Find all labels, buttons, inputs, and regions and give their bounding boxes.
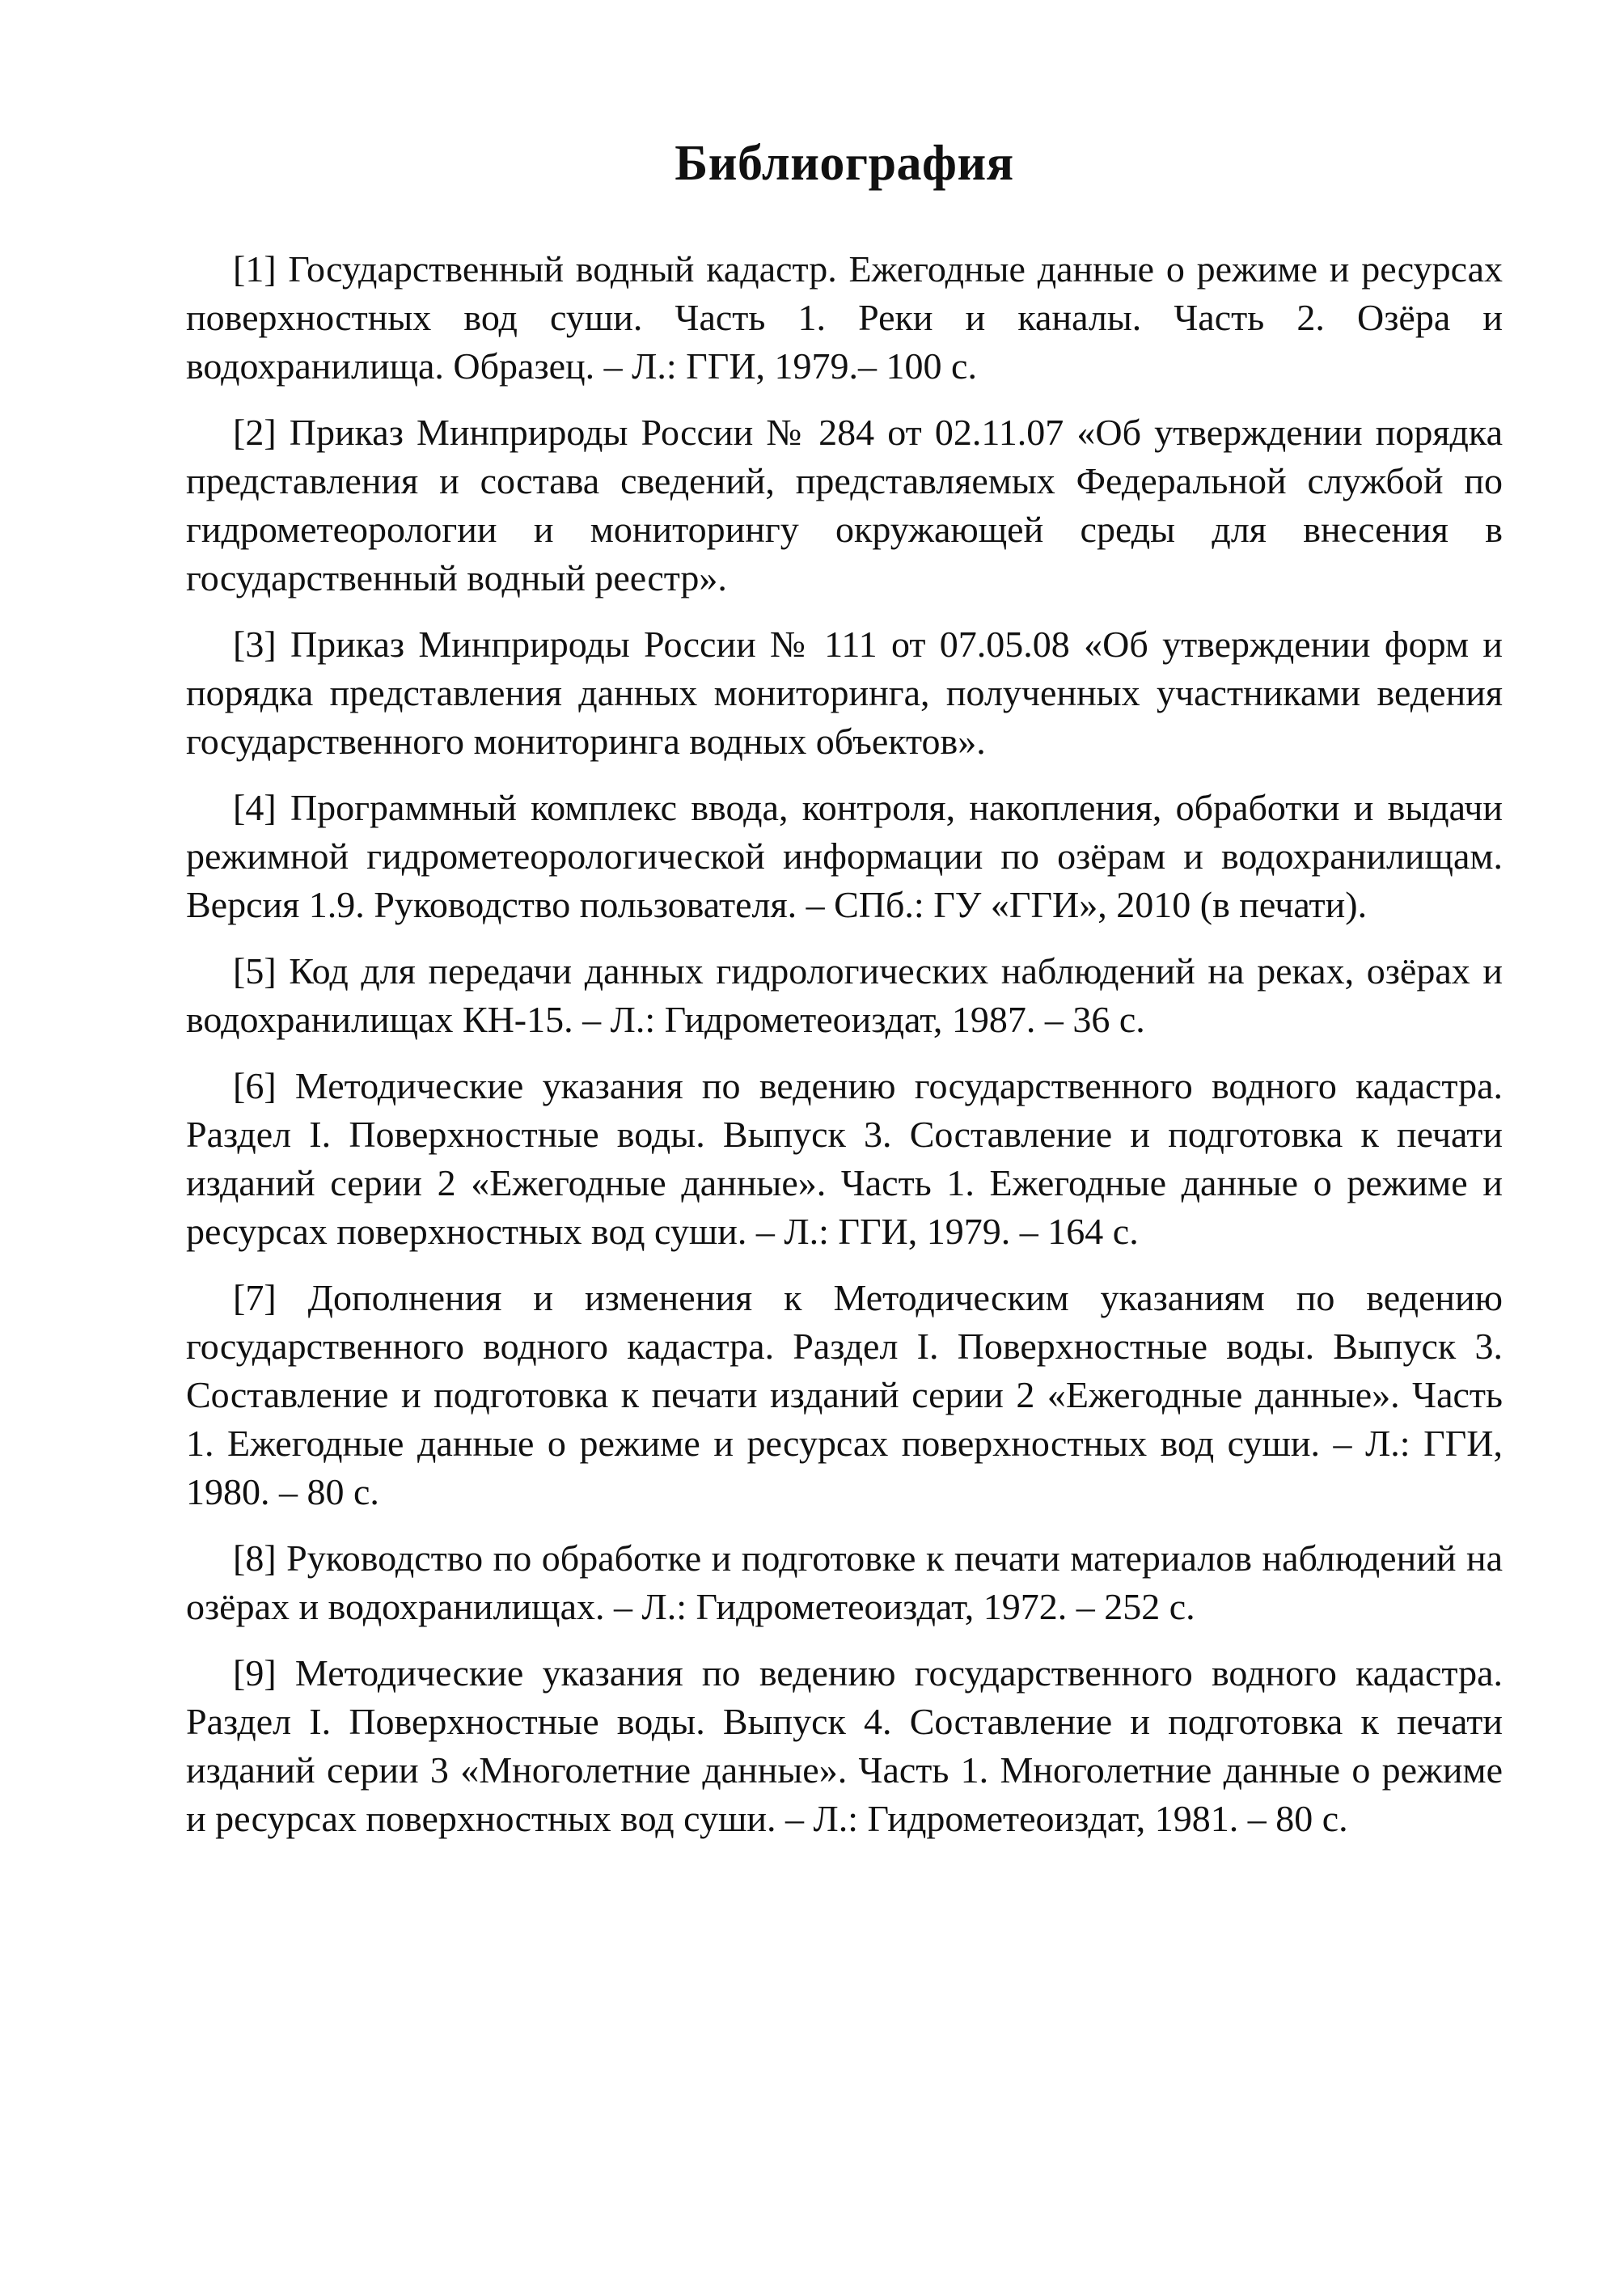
bibliography-entry-9: [9] Методические указания по ведению государственного водного кадастра. Раздел I. Поверхностные воды. Выпуск 4. Составление и подготовка к печати изданий серии 3 «Многолетние данные». Часть 1. Многолетние данные о режиме и ресурсах поверхностных вод суши. – Л.: Гидрометеоиздат, 1981. – 80 с. xyxy=(186,1652,1503,1840)
bibliography-entry-3: [3] Приказ Минприроды России № 111 от 07.05.08 «Об утверждении форм и порядка представления данных мониторинга, полученных участниками ведения государственного мониторинга водных объектов». xyxy=(186,624,1503,763)
bibliography-entry-6: [6] Методические указания по ведению государственного водного кадастра. Раздел I. Поверхностные воды. Выпуск 3. Составление и подготовка к печати изданий серии 2 «Ежегодные данные». Часть 1. Ежегодные данные о режиме и ресурсах поверхностных вод суши. – Л.: ГГИ, 1979. – 164 с. xyxy=(186,1065,1503,1253)
bibliography-entry-2: [2] Приказ Минприроды России № 284 от 02.11.07 «Об утверждении порядка представления и состава сведений, представляемых Федеральной службой по гидрометеорологии и мониторингу окружающей среды для внесения в государственный водный реестр». xyxy=(186,412,1503,599)
bibliography-entry-8: [8] Руководство по обработке и подготовке к печати материалов наблюдений на озёрах и водохранилищах. – Л.: Гидрометеоиздат, 1972. – 252 с. xyxy=(186,1537,1503,1628)
bibliography-entry-5: [5] Код для передачи данных гидрологических наблюдений на реках, озёрах и водохранилищах КН-15. – Л.: Гидрометеоиздат, 1987. – 36 с. xyxy=(186,950,1503,1041)
bibliography-list xyxy=(186,245,1503,1843)
bibliography-entry-4: [4] Программный комплекс ввода, контроля, накопления, обработки и выдачи режимной гидрометеорологической информации по озёрам и водохранилищам. Версия 1.9. Руководство пользователя. – СПб.: ГУ «ГГИ», 2010 (в печати). xyxy=(186,787,1503,926)
page-title: Библиография xyxy=(675,136,1014,191)
bibliography-entry-7: [7] Дополнения и изменения к Методическим указаниям по ведению государственного водного кадастра. Раздел I. Поверхностные воды. Выпуск 3. Составление и подготовка к печати изданий серии 2 «Ежегодные данные». Часть 1. Ежегодные данные о режиме и ресурсах поверхностных вод суши. – Л.: ГГИ, 1980. – 80 с. xyxy=(186,1277,1503,1513)
bibliography-entry-1: [1] Государственный водный кадастр. Ежегодные данные о режиме и ресурсах поверхностных вод суши. Часть 1. Реки и каналы. Часть 2. Озёра и водохранилища. Образец. – Л.: ГГИ, 1979.– 100 с. xyxy=(186,248,1503,387)
